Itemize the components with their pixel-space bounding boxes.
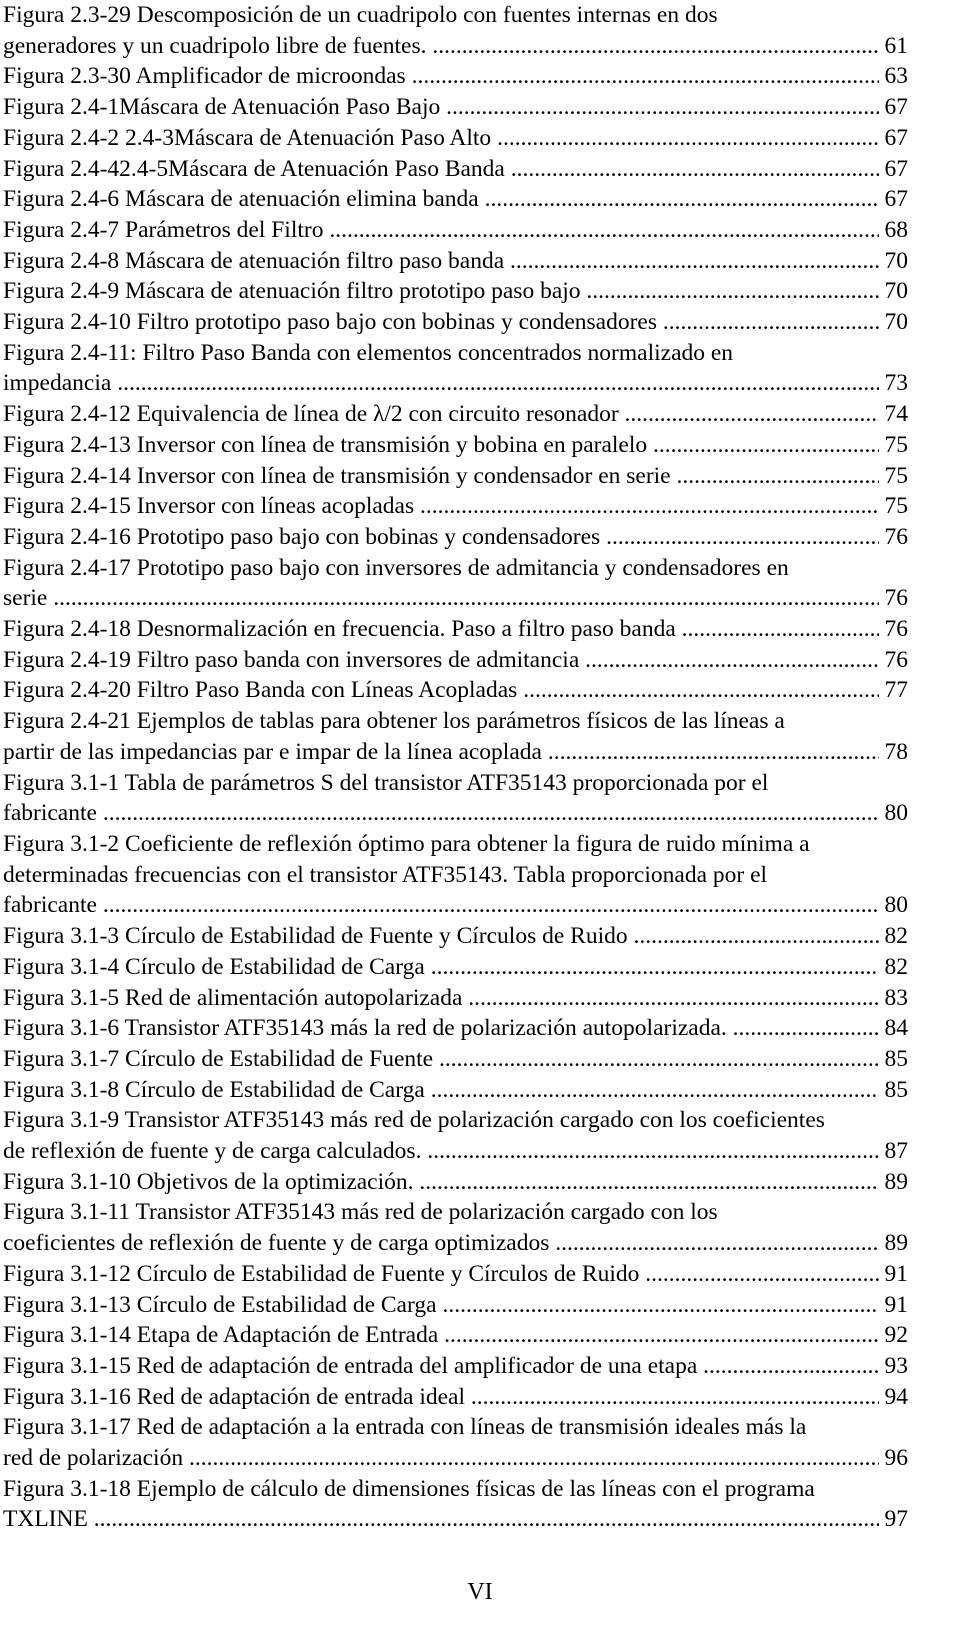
toc-entry-page-number: 85 [884, 1045, 908, 1072]
toc-entry-page-number: 96 [884, 1445, 908, 1472]
toc-entry-text-line: Figura 3.1-2 Coeficiente de reflexión óptimo para obtener la figura de ruido mínima a [3, 830, 810, 857]
toc-entry-title: Figura 2.4-14 Inversor con línea de transmisión y condensador en serie ..... [3, 461, 879, 492]
toc-entry-page-number: 80 [884, 800, 908, 827]
toc-entry-title: Figura 3.1-10 Objetivos de la optimización. ..... [3, 1167, 879, 1198]
toc-entry[interactable] [3, 246, 908, 277]
toc-entry-page-number: 91 [884, 1260, 908, 1287]
toc-entry[interactable] [3, 921, 908, 952]
toc-entry[interactable] [3, 1259, 908, 1290]
toc-entry-text-line: Figura 2.4-17 Prototipo paso bajo con inversores de admitancia y condensadores en [3, 554, 789, 581]
toc-entry-page-number: 78 [884, 738, 908, 765]
toc-entry[interactable] [3, 491, 908, 522]
toc-entry-text-line: Figura 2.3-29 Descomposición de un cuadripolo con fuentes internas en dos [3, 2, 718, 28]
toc-entry-title: Figura 3.1-3 Círculo de Estabilidad de Fuente y Círculos de Ruido ..... [3, 921, 879, 952]
toc-entry-last-line [3, 1228, 908, 1259]
toc-entry[interactable] [3, 768, 908, 829]
toc-entry-text-line: Figura 3.1-17 Red de adaptación a la entrada con líneas de transmisión ideales más la [3, 1414, 807, 1441]
toc-entry-title: Figura 3.1-15 Red de adaptación de entrada del amplificador de una etapa ..... [3, 1351, 879, 1382]
toc-entry-last-line [3, 1443, 908, 1474]
toc-entry-text-line: Figura 2.4-21 Ejemplos de tablas para obtener los parámetros físicos de las líneas a [3, 708, 785, 735]
toc-entry[interactable] [3, 645, 908, 676]
toc-entry-page-number: 70 [884, 309, 908, 336]
toc-entry-title: Figura 2.4-16 Prototipo paso bajo con bobinas y condensadores ..... [3, 522, 879, 553]
toc-entry-title: Figura 2.4-9 Máscara de atenuación filtro prototipo paso bajo ..... [3, 276, 879, 307]
toc-entry-title: Figura 2.4-19 Filtro paso banda con inversores de admitancia ..... [3, 645, 879, 676]
toc-entry[interactable] [3, 1105, 908, 1166]
toc-entry-page-number: 67 [884, 94, 908, 121]
toc-entry[interactable] [3, 92, 908, 123]
toc-entry-page-number: 75 [884, 431, 908, 458]
toc-entry-last-line [3, 1504, 908, 1535]
toc-entry[interactable] [3, 0, 908, 61]
toc-entry[interactable] [3, 461, 908, 492]
toc-entry-page-number: 61 [884, 32, 908, 59]
toc-entry[interactable] [3, 215, 908, 246]
toc-entry-page-number: 75 [884, 462, 908, 489]
toc-entry-title: Figura 3.1-14 Etapa de Adaptación de Entrada ..... [3, 1320, 879, 1351]
toc-entry[interactable] [3, 1474, 908, 1535]
toc-entry-title: Figura 3.1-16 Red de adaptación de entrada ideal ..... [3, 1382, 879, 1413]
toc-entry-page-number: 84 [884, 1015, 908, 1042]
toc-entry-title: Figura 2.4-7 Parámetros del Filtro ..... [3, 215, 879, 246]
toc-entry-text-line: Figura 3.1-9 Transistor ATF35143 más red de polarización cargado con los coeficientes [3, 1107, 825, 1134]
toc-entry-text-line: Figura 3.1-1 Tabla de parámetros S del transistor ATF35143 proporcionada por el [3, 769, 769, 796]
toc-entry-page-number: 92 [884, 1322, 908, 1349]
toc-entry[interactable] [3, 1167, 908, 1198]
toc-entry-text-line: Figura 2.4-11: Filtro Paso Banda con elementos concentrados normalizado en [3, 339, 734, 366]
toc-entry-last-line [3, 737, 908, 768]
toc-entry-title: serie ..... [3, 583, 879, 614]
toc-entry-title: generadores y un cuadripolo libre de fuentes. ..... [3, 31, 879, 62]
toc-entry[interactable] [3, 1351, 908, 1382]
toc-entry-page-number: 89 [884, 1230, 908, 1257]
toc-entry-title: Figura 3.1-13 Círculo de Estabilidad de Carga ..... [3, 1290, 879, 1321]
toc-entry[interactable] [3, 1044, 908, 1075]
toc-entry-title: TXLINE ..... [3, 1504, 879, 1535]
toc-entry-page-number: 83 [884, 984, 908, 1011]
toc-entry-text-line: determinadas frecuencias con el transistor ATF35143. Tabla proporcionada por el [3, 861, 768, 888]
toc-entry[interactable] [3, 338, 908, 399]
toc-entry-title: Figura 3.1-5 Red de alimentación autopolarizada ..... [3, 983, 879, 1014]
toc-entry[interactable] [3, 399, 908, 430]
toc-entry-page-number: 70 [884, 247, 908, 274]
toc-entry-title: Figura 2.4-2 2.4-3Máscara de Atenuación Paso Alto ..... [3, 123, 879, 154]
toc-entry-page-number: 97 [884, 1506, 908, 1533]
toc-entry-title: partir de las impedancias par e impar de la línea acoplada ..... [3, 737, 879, 768]
toc-entry[interactable] [3, 1013, 908, 1044]
toc-entry-page-number: 80 [884, 892, 908, 919]
toc-entry-title: impedancia ..... [3, 368, 879, 399]
toc-entry-last-line [3, 368, 908, 399]
toc-entry[interactable] [3, 522, 908, 553]
toc-entry-page-number: 67 [884, 124, 908, 151]
toc-entry-title: coeficientes de reflexión de fuente y de carga optimizados ..... [3, 1228, 879, 1259]
toc-entry-title: Figura 2.3-30 Amplificador de microondas ..... [3, 61, 879, 92]
toc-entry-title: Figura 2.4-10 Filtro prototipo paso bajo con bobinas y condensadores ..... [3, 307, 879, 338]
toc-entry-page-number: 76 [884, 616, 908, 643]
toc-entry-text-line: Figura 3.1-18 Ejemplo de cálculo de dimensiones físicas de las líneas con el programa [3, 1475, 815, 1502]
toc-entry[interactable] [3, 675, 908, 706]
toc-entry-page-number: 76 [884, 585, 908, 612]
toc-entry[interactable] [3, 61, 908, 92]
toc-entry-page-number: 82 [884, 923, 908, 950]
toc-entry[interactable] [3, 614, 908, 645]
toc-entry-title: Figura 3.1-7 Círculo de Estabilidad de Fuente ..... [3, 1044, 879, 1075]
toc-entry[interactable] [3, 1197, 908, 1258]
toc-entry-last-line [3, 583, 908, 614]
toc-entry-page-number: 76 [884, 646, 908, 673]
toc-entry-title: Figura 2.4-1Máscara de Atenuación Paso Bajo ..... [3, 92, 879, 123]
toc-entry-last-line [3, 1136, 908, 1167]
toc-entry-last-line [3, 890, 908, 921]
toc-entry-page-number: 85 [884, 1076, 908, 1103]
toc-entry-page-number: 87 [884, 1138, 908, 1165]
toc-entry-page-number: 94 [884, 1383, 908, 1410]
toc-entry-title: Figura 2.4-12 Equivalencia de línea de λ/2 con circuito resonador ..... [3, 399, 879, 430]
toc-entry-page-number: 77 [884, 677, 908, 704]
toc-entry-title: Figura 3.1-8 Círculo de Estabilidad de Carga ..... [3, 1075, 879, 1106]
toc-entry-page-number: 74 [884, 401, 908, 428]
toc-entry-page-number: 75 [884, 493, 908, 520]
toc-entry-page-number: 82 [884, 953, 908, 980]
toc-entry[interactable] [3, 1290, 908, 1321]
toc-entry-title: Figura 2.4-15 Inversor con líneas acopladas ..... [3, 491, 879, 522]
toc-entry-page-number: 91 [884, 1291, 908, 1318]
toc-entry[interactable] [3, 952, 908, 983]
toc-entry-page-number: 67 [884, 186, 908, 213]
page-folio: VI [467, 1579, 493, 1605]
toc-entry-title: Figura 3.1-4 Círculo de Estabilidad de Carga ..... [3, 952, 879, 983]
toc-entry[interactable] [3, 276, 908, 307]
toc-entry-title: Figura 3.1-6 Transistor ATF35143 más la red de polarización autopolarizada. ..... [3, 1013, 879, 1044]
toc-entry-page-number: 70 [884, 278, 908, 305]
toc-entry-title: Figura 3.1-12 Círculo de Estabilidad de Fuente y Círculos de Ruido ..... [3, 1259, 879, 1290]
toc-entry[interactable] [3, 706, 908, 767]
toc-entry-text-line: Figura 3.1-11 Transistor ATF35143 más red de polarización cargado con los [3, 1199, 718, 1226]
toc-entry-page-number: 93 [884, 1352, 908, 1379]
toc-entry[interactable] [3, 1412, 908, 1473]
toc-entry[interactable] [3, 1320, 908, 1351]
toc-entry[interactable] [3, 1075, 908, 1106]
toc-entry-title: Figura 2.4-8 Máscara de atenuación filtro paso banda ..... [3, 246, 879, 277]
toc-entry-page-number: 67 [884, 155, 908, 182]
toc-entry-title: fabricante ..... [3, 890, 879, 921]
toc-entry-last-line [3, 31, 908, 62]
toc-entry[interactable] [3, 430, 908, 461]
toc-entry-title: red de polarización ..... [3, 1443, 879, 1474]
toc-entry-page-number: 73 [884, 370, 908, 397]
toc-entry[interactable] [3, 829, 908, 921]
toc-entry-title: Figura 2.4-42.4-5Máscara de Atenuación Paso Banda ..... [3, 154, 879, 185]
toc-entry[interactable] [3, 154, 908, 185]
toc-entry[interactable] [3, 983, 908, 1014]
toc-entry-title: Figura 2.4-13 Inversor con línea de transmisión y bobina en paralelo ..... [3, 430, 879, 461]
list-of-figures [3, 0, 908, 1535]
toc-entry[interactable] [3, 123, 908, 154]
toc-entry-title: Figura 2.4-20 Filtro Paso Banda con Líneas Acopladas ..... [3, 675, 879, 706]
toc-entry-title: Figura 2.4-18 Desnormalización en frecuencia. Paso a filtro paso banda ..... [3, 614, 879, 645]
toc-entry-page-number: 89 [884, 1168, 908, 1195]
toc-entry-title: fabricante ..... [3, 798, 879, 829]
toc-entry[interactable] [3, 184, 908, 215]
toc-entry-page-number: 68 [884, 216, 908, 243]
toc-entry-last-line [3, 798, 908, 829]
toc-entry[interactable] [3, 553, 908, 614]
toc-entry[interactable] [3, 1382, 908, 1413]
toc-entry-page-number: 63 [884, 63, 908, 90]
toc-entry-page-number: 76 [884, 523, 908, 550]
toc-entry-title: de reflexión de fuente y de carga calculados. ..... [3, 1136, 879, 1167]
toc-entry[interactable] [3, 307, 908, 338]
toc-entry-title: Figura 2.4-6 Máscara de atenuación elimina banda ..... [3, 184, 879, 215]
